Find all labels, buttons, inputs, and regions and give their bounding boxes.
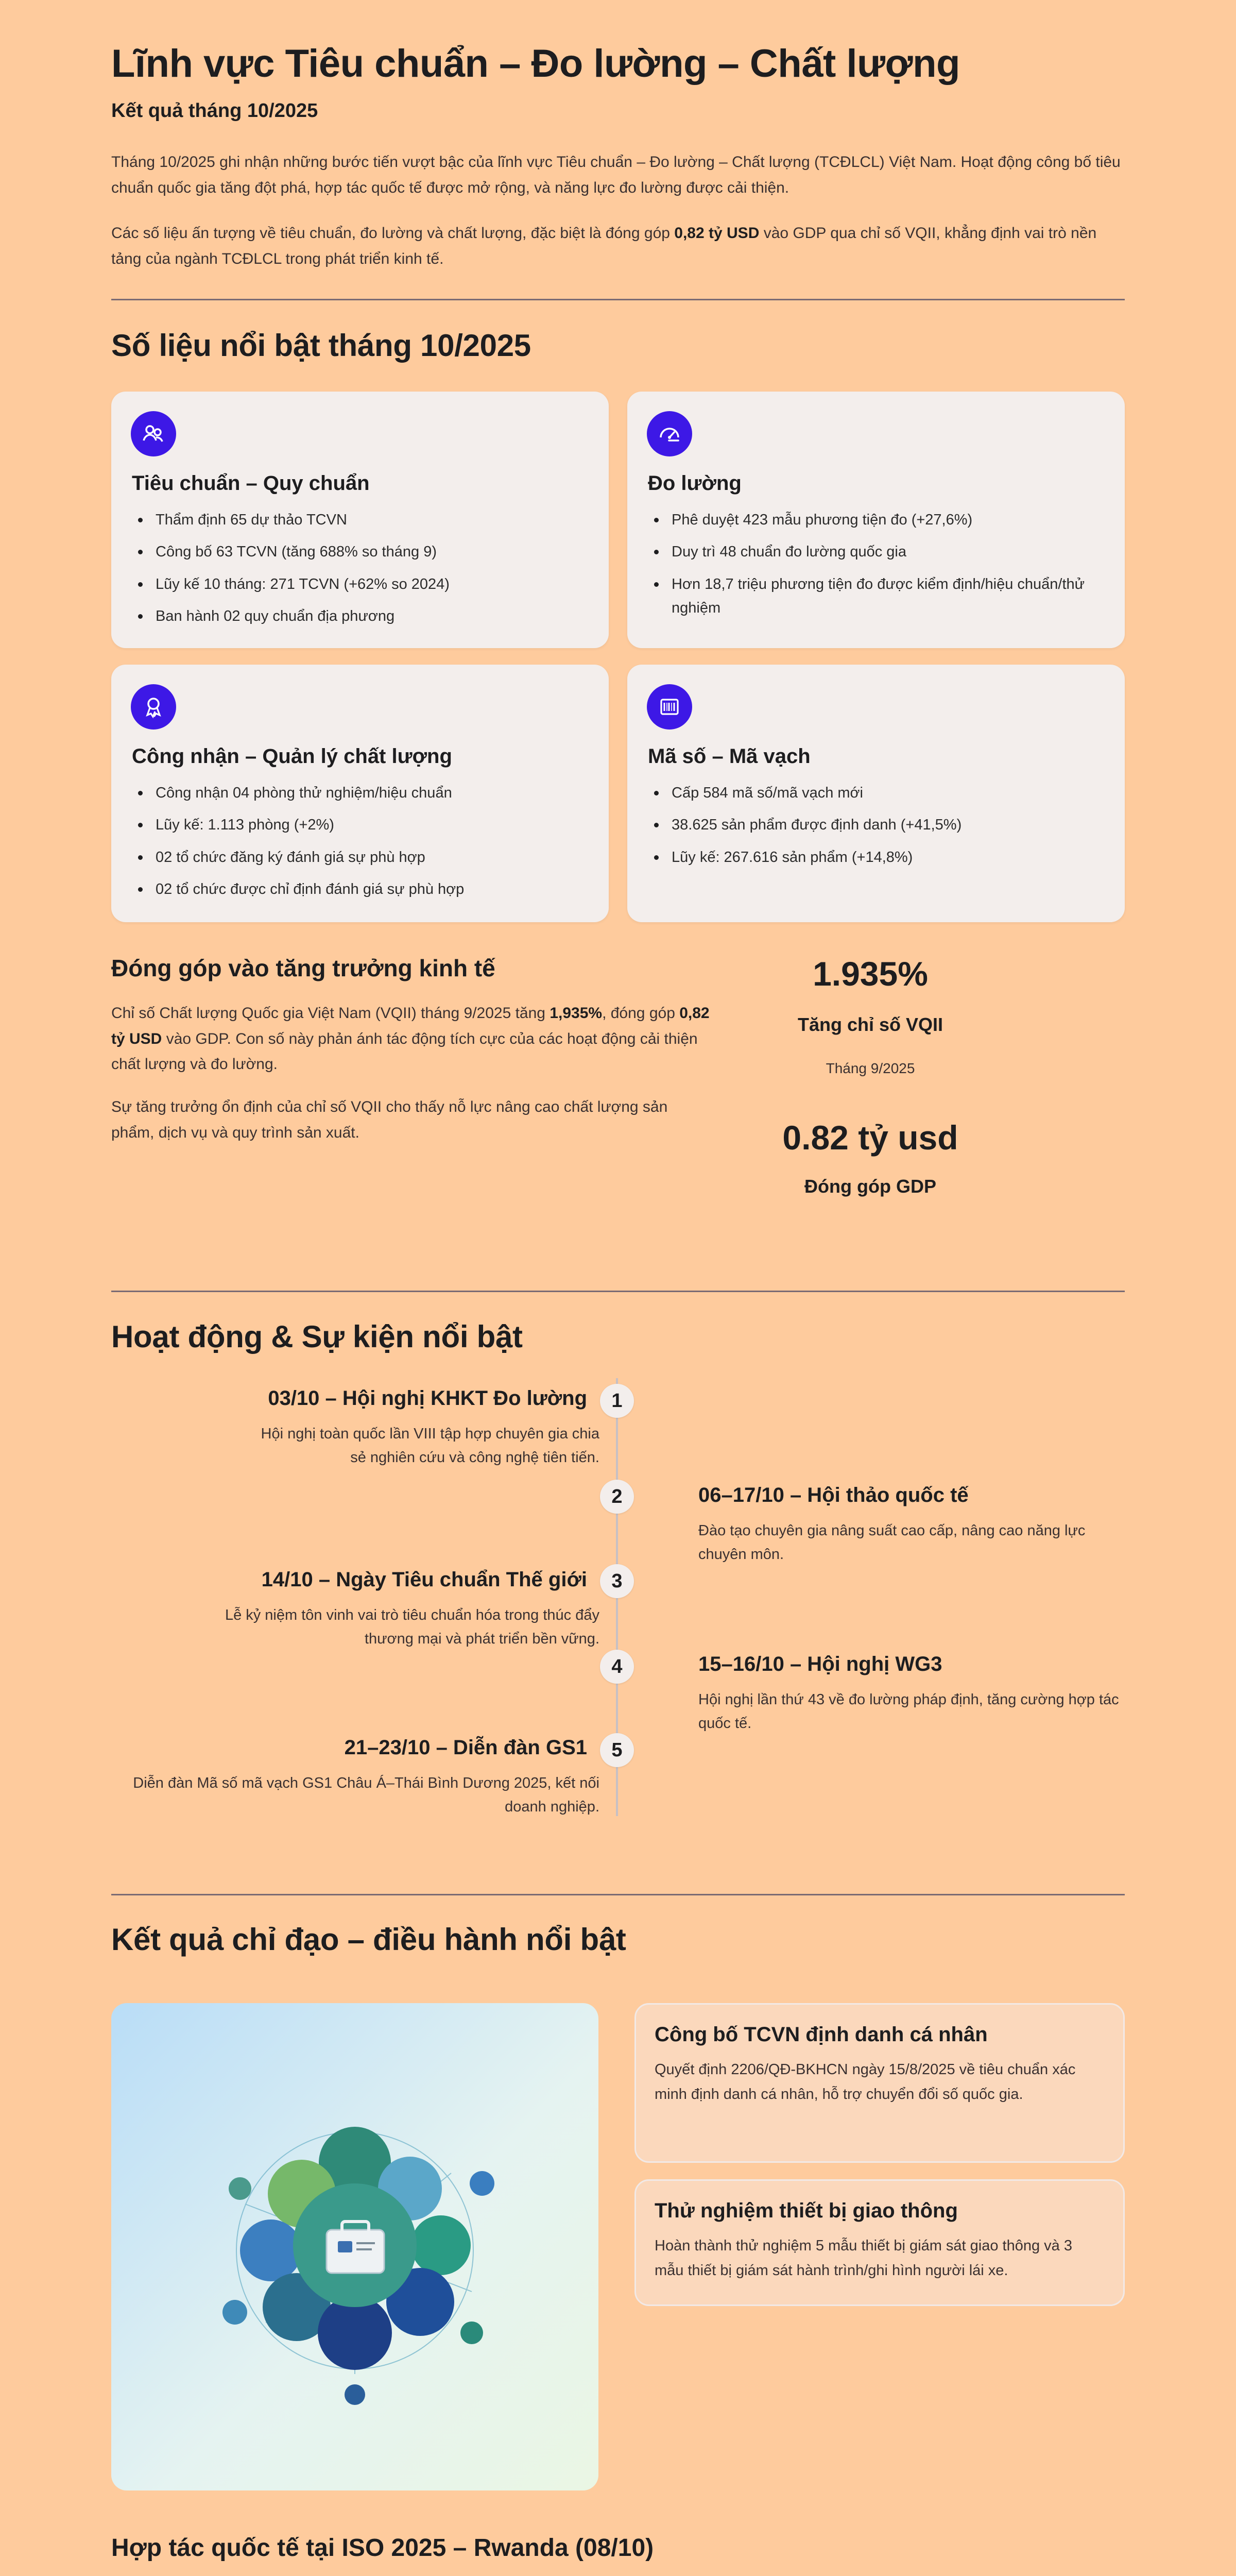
highlights-heading: Số liệu nổi bật tháng 10/2025 [111,328,531,363]
gdp-stat-label: Đóng góp GDP [804,1176,936,1197]
event-title: 15–16/10 – Hội nghị WG3 [698,1653,942,1675]
growth-paragraph-1: Chỉ số Chất lượng Quốc gia Việt Nam (VQII) tháng 9/2025 tăng 1,935%, đóng góp 0,82 tỷ USD vào GDP. Con số này phản ánh tác động tích cực của các hoạt động cải thiện chất lượng và đo lường. [111,1005,710,1073]
events-heading: Hoạt động & Sự kiện nổi bật [111,1319,523,1354]
card-list [648,781,1104,877]
event-title: 14/10 – Ngày Tiêu chuẩn Thế giới [261,1568,587,1591]
card-list [132,781,588,910]
timeline-node: 3 [600,1564,634,1598]
event-title: 06–17/10 – Hội thảo quốc tế [698,1484,969,1506]
highlight-card-accreditation [111,665,609,922]
highlight-card-standards [111,392,609,648]
event-desc: Hội nghị toàn quốc lần VIII tập hợp chuyên gia chia sẻ nghiên cứu và công nghệ tiên tiến. [261,1426,599,1466]
highlight-card-measurement [627,392,1125,648]
list-item: 02 tổ chức được chỉ định đánh giá sự phù hợp [156,877,588,901]
vqii-stat-value: 1.935% [813,955,928,993]
list-item: Công nhận 04 phòng thử nghiệm/hiệu chuẩn [156,781,588,805]
page-subtitle: Kết quả tháng 10/2025 [111,100,318,122]
event-desc: Hội nghị lần thứ 43 về đo lường pháp định, tăng cường hợp tác quốc tế. [698,1691,1119,1732]
result-card-title: Thử nghiệm thiết bị giao thông [655,2199,958,2222]
page-title: Lĩnh vực Tiêu chuẩn – Đo lường – Chất lượng [111,42,960,86]
result-card-desc: Quyết định 2206/QĐ-BKHCN ngày 15/8/2025 về tiêu chuẩn xác minh định danh cá nhân, hỗ trợ chuyển đổi số quốc gia. [655,2061,1076,2103]
growth-heading: Đóng góp vào tăng trưởng kinh tế [111,955,495,981]
list-item: Duy trì 48 chuẩn đo lường quốc gia [672,540,1104,564]
list-item: Lũy kế 10 tháng: 271 TCVN (+62% so 2024) [156,572,588,596]
list-item: 02 tổ chức đăng ký đánh giá sự phù hợp [156,845,588,869]
timeline-node: 2 [600,1480,634,1514]
event-title: 21–23/10 – Diễn đàn GS1 [344,1736,587,1759]
card-title: Mã số – Mã vạch [648,745,811,768]
gdp-stat-value: 0.82 tỷ usd [782,1118,958,1157]
divider [111,1894,1125,1895]
digital-identity-illustration [111,2003,598,2490]
timeline-node: 5 [600,1733,634,1767]
barcode-icon [647,684,692,730]
highlight-card-barcode [627,665,1125,922]
timeline-node: 1 [600,1384,634,1418]
intro-paragraph-2: Các số liệu ấn tượng về tiêu chuẩn, đo lường và chất lượng, đặc biệt là đóng góp 0,82 tỷ USD vào GDP qua chỉ số VQII, khẳng định vai trò nền tảng của ngành TCĐLCL trong phát triển kinh tế. [111,225,1097,267]
event-desc: Diễn đàn Mã số mã vạch GS1 Châu Á–Thái Bình Dương 2025, kết nối doanh nghiệp. [133,1775,599,1816]
people-icon [131,411,176,456]
card-list [648,508,1104,629]
result-card-desc: Hoàn thành thử nghiệm 5 mẫu thiết bị giám sát giao thông và 3 mẫu thiết bị giám sát hành trình/ghi hình người lái xe. [655,2238,1072,2279]
list-item: Cấp 584 mã số/mã vạch mới [672,781,1104,805]
list-item: Ban hành 02 quy chuẩn địa phương [156,604,588,628]
card-title: Công nhận – Quản lý chất lượng [132,745,452,768]
event-title: 03/10 – Hội nghị KHKT Đo lường [268,1387,587,1410]
divider [111,1291,1125,1292]
event-desc: Lễ kỷ niệm tôn vinh vai trò tiêu chuẩn hóa trong thúc đẩy thương mại và phát triển bền vững. [225,1607,599,1648]
gauge-icon [647,411,692,456]
award-icon [131,684,176,730]
result-card-digital-id [634,2003,1125,2163]
vqii-stat-label: Tăng chỉ số VQII [797,1014,943,1035]
list-item: Công bố 63 TCVN (tăng 688% so tháng 9) [156,540,588,564]
intro-paragraph-1: Tháng 10/2025 ghi nhận những bước tiến vượt bậc của lĩnh vực Tiêu chuẩn – Đo lường – Chất lượng (TCĐLCL) Việt Nam. Hoạt động công bố tiêu chuẩn quốc gia tăng đột phá, hợp tác quốc tế được mở rộng, và năng lực đo lường được cải thiện. [111,154,1121,196]
results-heading: Kết quả chỉ đạo – điều hành nổi bật [111,1922,626,1957]
list-item: 38.625 sản phẩm được định danh (+41,5%) [672,813,1104,837]
list-item: Hơn 18,7 triệu phương tiện đo được kiểm định/hiệu chuẩn/thử nghiệm [672,572,1104,620]
divider [111,299,1125,300]
vqii-stat-note: Tháng 9/2025 [826,1060,915,1076]
list-item: Phê duyệt 423 mẫu phương tiện đo (+27,6%) [672,508,1104,532]
list-item: Thẩm định 65 dự thảo TCVN [156,508,588,532]
timeline-node: 4 [600,1650,634,1684]
list-item: Lũy kế: 1.113 phòng (+2%) [156,813,588,837]
growth-paragraph-2: Sự tăng trưởng ổn định của chỉ số VQII cho thấy nỗ lực nâng cao chất lượng sản phẩm, dịch vụ và quy trình sản xuất. [111,1098,668,1141]
card-title: Đo lường [648,472,742,495]
card-list [132,508,588,637]
iso-heading: Hợp tác quốc tế tại ISO 2025 – Rwanda (08/10) [111,2534,654,2562]
network-graphic [111,2003,598,2490]
result-card-title: Công bố TCVN định danh cá nhân [655,2023,988,2046]
result-card-traffic-devices [634,2179,1125,2306]
event-desc: Đào tạo chuyên gia nâng suất cao cấp, nâng cao năng lực chuyên môn. [698,1522,1086,1563]
card-title: Tiêu chuẩn – Quy chuẩn [132,472,370,495]
list-item: Lũy kế: 267.616 sản phẩm (+14,8%) [672,845,1104,869]
